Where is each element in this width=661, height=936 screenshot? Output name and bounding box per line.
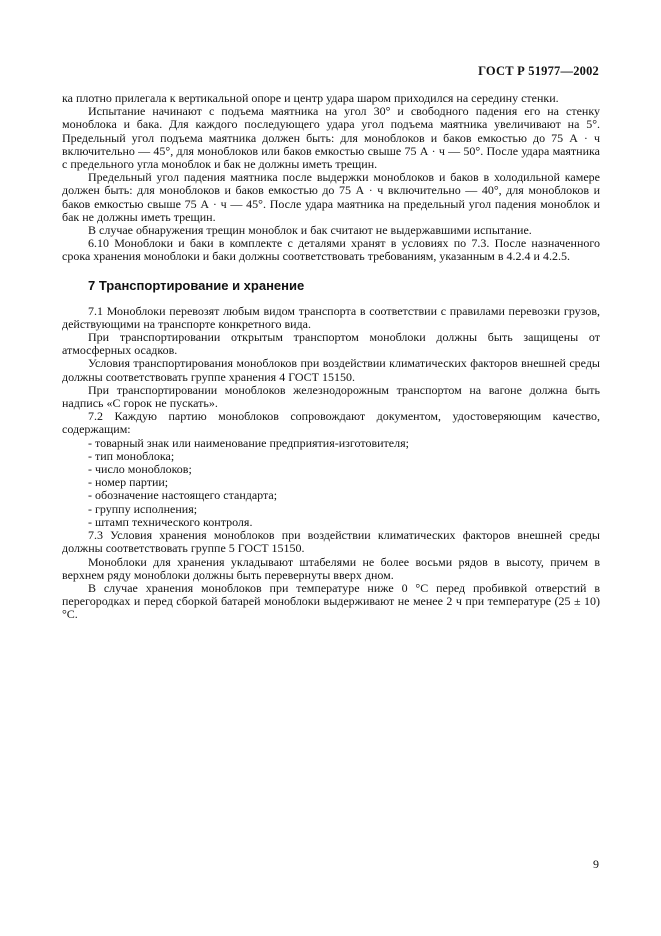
paragraph-stacking: Моноблоки для хранения укладывают штабелями не более восьми рядов в высоту, причем в верхнем ряду моноблоки должны быть перевернуты вверх дном.: [62, 554, 600, 582]
list-item: - номер партии;: [88, 475, 169, 490]
paragraph-test-start: Испытание начинают с подъема маятника на угол 30° и свободного падения его на стенку моноблока и бака. Для каждого последующего удара угол подъема маятника увеличивают на 5°. Предельный угол подъема маятника должен быть: для моноблоков и баков емкостью до 75 А · ч включительно — 45°, для моноблоков или баков емкостью свыше 75 А · ч — 50°. После удара маятника с предельного угла моноблок и бак не должны иметь трещин.: [62, 104, 600, 172]
paragraph-cold-chamber: Предельный угол падения маятника после выдержки моноблоков и баков в холодильной камере должен быть: для моноблоков и баков емкостью до 75 А · ч включительно — 40°, для моноблоков и баков емкостью свыше 75 А · ч — 45°. После удара маятника на предельный угол падения моноблок и бак не должны иметь трещин.: [62, 170, 600, 224]
section-heading: 7 Транспортирование и хранение: [88, 277, 305, 293]
list-item: - группу исполнения;: [88, 501, 198, 516]
paragraph-7-3: 7.3 Условия хранения моноблоков при воздействии климатических факторов внешней среды должны соответствовать группе 5 ГОСТ 15150.: [62, 528, 600, 556]
list-item: - число моноблоков;: [88, 462, 192, 477]
paragraph-climate-conditions: Условия транспортирования моноблоков при воздействии климатических факторов внешней среды должны соответствовать группе хранения 4 ГОСТ 15150.: [62, 356, 600, 384]
paragraph-railway: При транспортировании моноблоков железнодорожным транспортом на вагоне должна быть надпись «С горок не пускать».: [62, 382, 600, 411]
list-item: - штамп технического контроля.: [88, 514, 253, 529]
document-contents-list: [62, 437, 600, 529]
list-item: - обозначение настоящего стандарта;: [88, 488, 278, 503]
list-item: - тип моноблока;: [88, 448, 175, 463]
page-number: 9: [593, 857, 599, 871]
paragraph-cracks: В случае обнаружения трещин моноблок и бак считают не выдержавшими испытание.: [88, 223, 532, 238]
paragraph-6-10: 6.10 Моноблоки и баки в комплекте с деталями хранят в условиях по 7.3. После назначенного срока хранения моноблоки и баки должны соответствовать требованиям, указанным в 4.2.4 и 4.2.5.: [62, 236, 600, 264]
document-body: [62, 92, 600, 622]
paragraph-7-1: 7.1 Моноблоки перевозят любым видом транспорта в соответствии с правилами перевозки грузов, действующими на транспорте конкретного вида.: [62, 303, 600, 331]
paragraph-low-temperature: В случае хранения моноблоков при температуре ниже 0 °С перед пробивкой отверстий в перегородках и перед сборкой батарей моноблоки выдерживают не менее 2 ч при температуре (25 ± 10) °С.: [62, 580, 600, 622]
list-item: - товарный знак или наименование предприятия-изготовителя;: [88, 435, 409, 450]
standard-designation: ГОСТ Р 51977—2002: [478, 64, 599, 78]
paragraph-open-transport: При транспортировании открытым транспортом моноблоки должны быть защищены от атмосферных осадков.: [62, 330, 600, 358]
paragraph-continuation: ка плотно прилегала к вертикальной опоре и центр удара шаром приходился на середину стенки.: [62, 91, 559, 105]
paragraph-7-2: 7.2 Каждую партию моноблоков сопровождают документом, удостоверяющим качество, содержащим:: [62, 409, 600, 437]
